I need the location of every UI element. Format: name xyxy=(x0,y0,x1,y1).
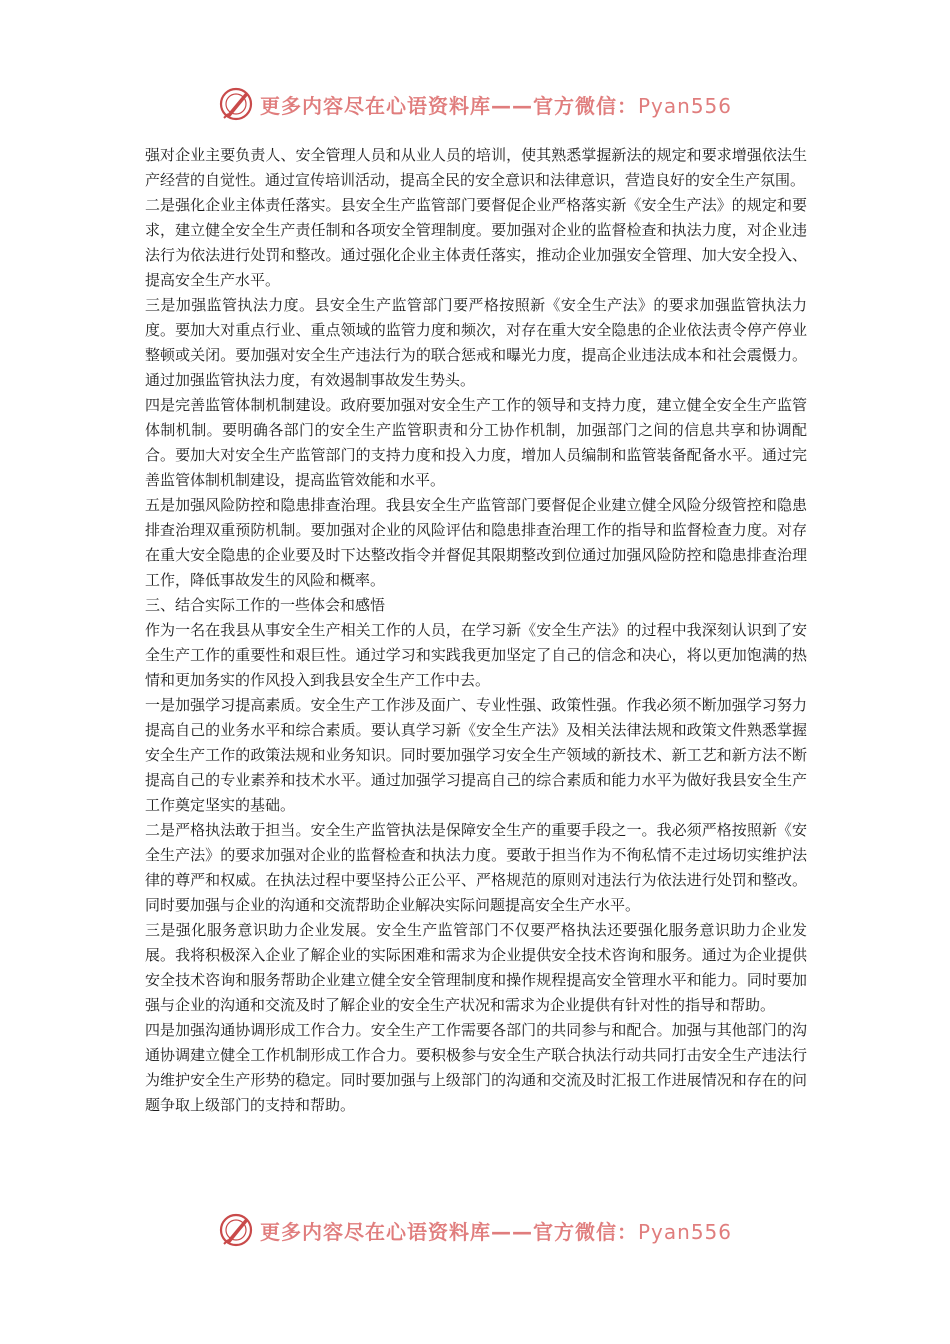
footer-banner xyxy=(0,1208,950,1252)
paragraph: 三是强化服务意识助力企业发展。安全生产监管部门不仅要严格执法还要强化服务意识助力企业发展。我将积极深入企业了解企业的实际困难和需求为企业提供安全技术咨询和服务。通过为企业提供安全技术咨询和服务帮助企业建立健全安全管理制度和操作规程提高安全管理水平和能力。同时要加强与企业的沟通和交流及时了解企业的安全生产状况和需求为企业提供有针对性的指导和帮助。 xyxy=(145,921,807,1014)
header-banner xyxy=(0,82,950,126)
section-heading: 三、结合实际工作的一些体会和感悟 xyxy=(145,596,386,614)
paragraph: 五是加强风险防控和隐患排查治理。我县安全生产监管部门要督促企业建立健全风险分级管控和隐患排查治理双重预防机制。要加强对企业的风险评估和隐患排查治理工作的指导和监督检查力度。对存在重大安全隐患的企业要及时下达整改指令并督促其限期整改到位通过加强风险防控和隐患排查治理工作，降低事故发生的风险和概率。 xyxy=(145,496,807,589)
document-body xyxy=(145,143,807,1118)
paragraph: 二是强化企业主体责任落实。县安全生产监管部门要督促企业严格落实新《安全生产法》的规定和要求，建立健全安全生产责任制和各项安全管理制度。要加强对企业的监督检查和执法力度，对企业违法行为依法进行处罚和整改。通过强化企业主体责任落实，推动企业加强安全管理、加大安全投入、提高安全生产水平。 xyxy=(145,196,807,289)
paragraph: 三是加强监管执法力度。县安全生产监管部门要严格按照新《安全生产法》的要求加强监管执法力度。要加大对重点行业、重点领域的监管力度和频次，对存在重大安全隐患的企业依法责令停产停业整顿或关闭。要加强对安全生产违法行为的联合惩戒和曝光力度，提高企业违法成本和社会震慑力。通过加强监管执法力度，有效遏制事故发生势头。 xyxy=(145,296,807,389)
paragraph: 二是严格执法敢于担当。安全生产监管执法是保障安全生产的重要手段之一。我必须严格按照新《安全生产法》的要求加强对企业的监督检查和执法力度。要敢于担当作为不徇私情不走过场切实维护法律的尊严和权威。在执法过程中要坚持公正公平、严格规范的原则对违法行为依法进行处罚和整改。同时要加强与企业的沟通和交流帮助企业解决实际问题提高安全生产水平。 xyxy=(145,821,807,914)
banner-wechat-id: Pyan556 xyxy=(637,1219,732,1244)
quill-logo-icon xyxy=(218,1212,254,1248)
header-banner-text xyxy=(260,90,732,119)
footer-banner-text xyxy=(260,1216,732,1245)
banner-dash: —— xyxy=(490,93,533,118)
quill-logo-icon xyxy=(218,86,254,122)
paragraph: 作为一名在我县从事安全生产相关工作的人员，在学习新《安全生产法》的过程中我深刻认识到了安全生产工作的重要性和艰巨性。通过学习和实践我更加坚定了自己的信念和决心，将以更加饱满的热情和更加务实的作风投入到我县安全生产工作中去。 xyxy=(145,621,807,689)
paragraph: 四是加强沟通协调形成工作合力。安全生产工作需要各部门的共同参与和配合。加强与其他部门的沟通协调建立健全工作机制形成工作合力。要积极参与安全生产联合执法行动共同打击安全生产违法行为维护安全生产形势的稳定。同时要加强与上级部门的沟通和交流及时汇报工作进展情况和存在的问题争取上级部门的支持和帮助。 xyxy=(145,1021,807,1114)
banner-main: 更多内容尽在心语资料库 xyxy=(259,1219,491,1244)
banner-main: 更多内容尽在心语资料库 xyxy=(259,93,491,118)
paragraph: 一是加强学习提高素质。安全生产工作涉及面广、专业性强、政策性强。作我必须不断加强学习努力提高自己的业务水平和综合素质。要认真学习新《安全生产法》及相关法律法规和政策文件熟悉掌握安全生产工作的政策法规和业务知识。同时要加强学习安全生产领域的新技术、新工艺和新方法不断提高自己的专业素养和技术水平。通过加强学习提高自己的综合素质和能力水平为做好我县安全生产工作奠定坚实的基础。 xyxy=(145,696,807,814)
paragraph: 强对企业主要负责人、安全管理人员和从业人员的培训，使其熟悉掌握新法的规定和要求增强依法生产经营的自觉性。通过宣传培训活动，提高全民的安全意识和法律意识，营造良好的安全生产氛围。 xyxy=(145,146,807,189)
banner-wechat-label: 官方微信： xyxy=(532,93,638,118)
banner-dash: —— xyxy=(490,1219,533,1244)
banner-wechat-id: Pyan556 xyxy=(637,93,732,118)
banner-wechat-label: 官方微信： xyxy=(532,1219,638,1244)
paragraph: 四是完善监管体制机制建设。政府要加强对安全生产工作的领导和支持力度，建立健全安全生产监管体制机制。要明确各部门的安全生产监管职责和分工协作机制，加强部门之间的信息共享和协调配合。要加大对安全生产监管部门的支持力度和投入力度，增加人员编制和监管装备配备水平。通过完善监管体制机制建设，提高监管效能和水平。 xyxy=(145,396,807,489)
